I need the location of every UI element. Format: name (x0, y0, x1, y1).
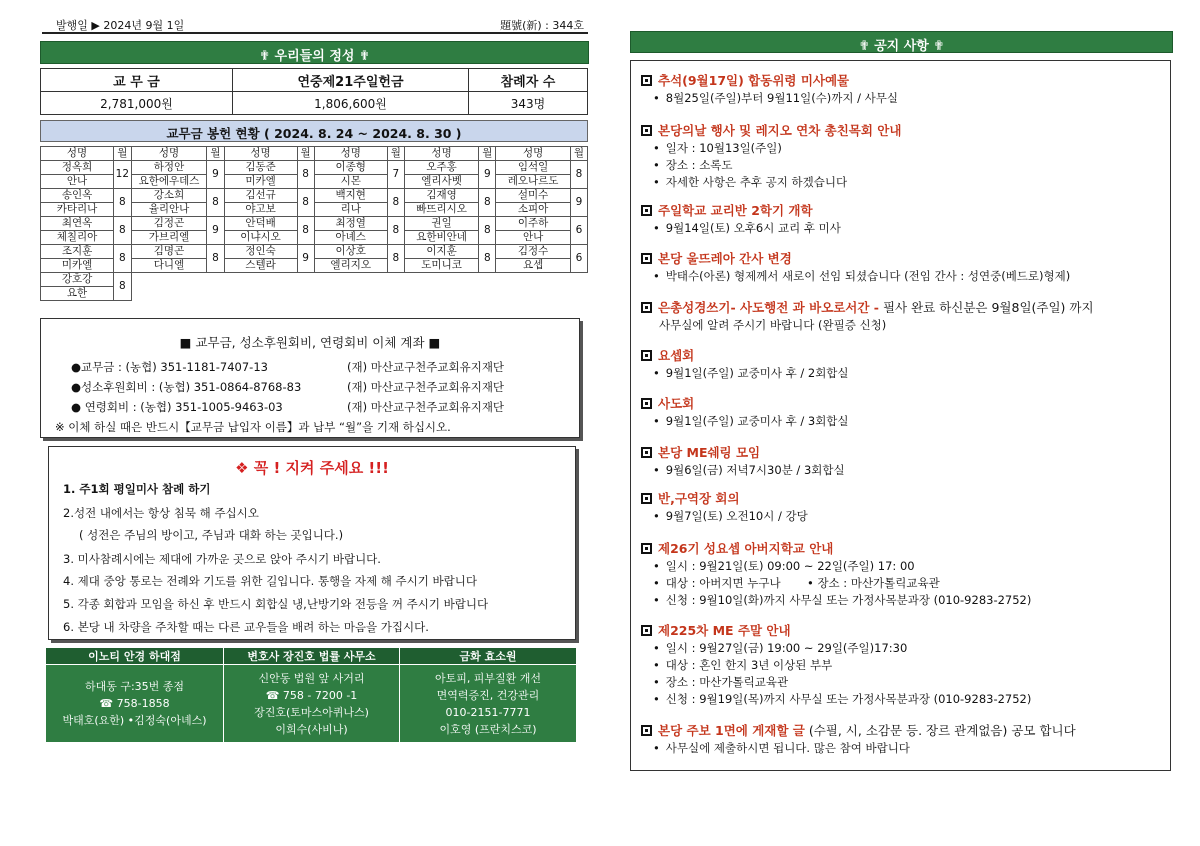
donor-name: 정인숙 (224, 245, 297, 259)
notice-title-text: 본당 ME쉐링 모임 (658, 445, 761, 460)
donor-name: 김선규 (224, 189, 297, 203)
donor-months: 8 (479, 217, 496, 245)
notice-detail-line: • 신청 : 9월19일(목)까지 사무실 또는 가정사목분과장 (010-9283-2752) (653, 691, 1031, 707)
donor-empty (570, 273, 587, 301)
notice-title (641, 539, 833, 557)
ad-name: 변호사 장진호 법률 사무소 (224, 648, 400, 665)
donor-empty (131, 273, 207, 287)
ad-line: 박태호(요한) •김정숙(아녜스) (62, 714, 207, 727)
table-row (41, 273, 588, 287)
donor-empty (131, 287, 207, 301)
table-row (41, 189, 588, 203)
offerings-value-sunday: 1,806,600원 (233, 92, 469, 115)
offerings-header-sunday: 연중제21주일헌금 (233, 69, 469, 92)
donor-months: 8 (114, 217, 132, 245)
donor-empty (297, 273, 314, 301)
ad-name: 금화 효소원 (400, 648, 577, 665)
notice-detail-line: • 9월1일(주일) 교중미사 후 / 3회합실 (653, 413, 849, 429)
notice-title-text: 추석(9월17일) 합동위령 미사예물 (658, 73, 850, 88)
donor-months: 12 (114, 161, 132, 189)
donors-table (40, 146, 588, 301)
rule-line: 4. 제대 중앙 통로는 전례와 기도를 위한 길입니다. 통행을 자제 해 주시기 바랍니다 (63, 574, 477, 588)
donor-empty (496, 287, 570, 301)
donor-months: 9 (479, 161, 496, 189)
notice-title-text: 본당의날 행사 및 레지오 연차 총친목회 안내 (658, 123, 902, 138)
checkbox-square-icon (641, 493, 652, 504)
donor-baptismal-name: 요셉 (496, 259, 570, 273)
checkbox-square-icon (641, 253, 652, 264)
donor-name: 송인옥 (41, 189, 114, 203)
notice-title (641, 489, 740, 507)
notice-detail-line: • 사무실에 제출하시면 됩니다. 많은 참여 바랍니다 (653, 740, 910, 756)
notices-title-bar: ✟ 공지 사항 ✟ (630, 31, 1173, 53)
account-note: ※ 이체 하실 때은 반드시【교무금 납입자 이름】과 납부 “월”을 기재 하십시오. (55, 420, 451, 434)
ads-table (45, 647, 577, 743)
donor-header-name: 성명 (131, 147, 207, 161)
notice-detail-line: • 8월25일(주일)부터 9월11일(수)까지 / 사무실 (653, 90, 898, 106)
donor-baptismal-name: 안나 (41, 175, 114, 189)
donor-baptismal-name: 체칠리아 (41, 231, 114, 245)
notice-title (641, 621, 791, 639)
account-box-title: ■ 교무금, 성소후원회비, 연령회비 이체 계좌 ■ (179, 335, 441, 350)
checkbox-square-icon (641, 205, 652, 216)
ad-line: ☎ 758 - 7200 -1 (265, 688, 358, 702)
donor-months: 9 (207, 161, 224, 189)
notice-title-text: 사도회 (658, 396, 695, 411)
donor-header-month: 월 (479, 147, 496, 161)
donor-baptismal-name: 요한비안네 (404, 231, 478, 245)
ad-enzyme (400, 665, 577, 743)
donor-name: 오주홍 (404, 161, 478, 175)
donor-baptismal-name: 야고보 (224, 203, 297, 217)
issue-date: 발행일 ▶ 2024년 9월 1일 (56, 19, 185, 32)
ad-line: 010-2151-7771 (445, 705, 531, 719)
table-row (41, 217, 588, 231)
table-row (41, 245, 588, 259)
donor-empty (479, 273, 496, 301)
account-funeral-holder: (재) 마산교구천주교회유지재단 (347, 400, 505, 414)
donor-empty (314, 273, 387, 287)
donor-baptismal-name: 카타리나 (41, 203, 114, 217)
donor-baptismal-name: 가브리엘 (131, 231, 207, 245)
notices-panel (630, 60, 1171, 771)
notice-title (641, 298, 1094, 316)
donor-baptismal-name: 요한 (41, 287, 114, 301)
donor-name: 최정열 (314, 217, 387, 231)
issue-number: 題號(新) : 344호 (500, 19, 584, 32)
ad-name: 이노티 안경 하대점 (46, 648, 224, 665)
rules-box (48, 446, 576, 640)
notice-detail-line: • 9월1일(주일) 교중미사 후 / 2회합실 (653, 365, 849, 381)
donor-name: 임석일 (496, 161, 570, 175)
notice-detail-line: • 9월14일(토) 오후6시 교리 후 미사 (653, 220, 841, 236)
donor-baptismal-name: 미카엘 (41, 259, 114, 273)
donor-name: 이상호 (314, 245, 387, 259)
ad-line: 하대동 구:35번 종점 (84, 680, 185, 693)
donor-baptismal-name: 미카엘 (224, 175, 297, 189)
notice-detail-line: • 대상 : 혼인 한지 3년 이상된 부부 (653, 657, 832, 673)
donor-months: 8 (207, 245, 224, 273)
donor-header-month: 월 (387, 147, 404, 161)
donor-months: 8 (387, 189, 404, 217)
notice-title-text: 제26기 성요셉 아버지학교 안내 (658, 541, 834, 556)
donor-months: 8 (114, 273, 132, 301)
donor-months: 6 (570, 245, 587, 273)
notice-detail-line: • 박태수(아론) 형제께서 새로이 선임 되셨습니다 (전임 간사 : 성연중(베드로)형제) (653, 268, 1070, 284)
notice-detail-line: • 9월6일(금) 저녁7시30분 / 3회합실 (653, 462, 845, 478)
donor-months: 8 (207, 189, 224, 217)
donor-baptismal-name: 리나 (314, 203, 387, 217)
rule-line: 6. 본당 내 차량을 주차할 때는 다른 교우들을 배려 하는 마음을 가집시다. (63, 620, 429, 634)
donor-empty (387, 273, 404, 301)
ad-law-office (224, 665, 400, 743)
notice-title (641, 201, 813, 219)
notice-title (641, 443, 760, 461)
donor-months: 8 (479, 245, 496, 273)
notice-title-text: 본당 주보 1면에 게재할 글 (658, 723, 805, 738)
notice-detail-line: • 장소 : 마산가톨릭교육관 (653, 674, 788, 690)
donor-name: 이주하 (496, 217, 570, 231)
checkbox-square-icon (641, 75, 652, 86)
donor-baptismal-name: 아녜스 (314, 231, 387, 245)
donor-months: 8 (114, 245, 132, 273)
donor-header-month: 월 (114, 147, 132, 161)
offerings-summary-table (40, 68, 588, 115)
donor-months: 9 (297, 245, 314, 273)
ad-line: 장진호(토마스아퀴나스) (254, 705, 369, 719)
donor-empty (404, 287, 478, 301)
donor-baptismal-name: 레오나르도 (496, 175, 570, 189)
donor-empty (404, 273, 478, 287)
donor-baptismal-name: 시몬 (314, 175, 387, 189)
notice-detail-line: • 일자 : 10월13일(주일) (653, 140, 782, 156)
rule-line: 2.성전 내에서는 항상 침묵 해 주십시오 (63, 506, 259, 520)
notice-title-text: 반,구역장 회의 (658, 491, 740, 506)
donor-name: 김명곤 (131, 245, 207, 259)
ad-line: 신안동 법원 앞 사거리 (258, 671, 365, 685)
notice-detail-line: 사무실에 알려 주시기 바랍니다 (완필증 신청) (659, 318, 887, 332)
donor-months: 8 (297, 161, 314, 189)
donor-baptismal-name: 안나 (496, 231, 570, 245)
donor-months: 8 (297, 217, 314, 245)
account-gyomugeum-holder: (재) 마산교구천주교회유지재단 (347, 360, 505, 374)
donor-baptismal-name: 엘리지오 (314, 259, 387, 273)
donor-name: 하정안 (131, 161, 207, 175)
notice-title (641, 121, 901, 139)
donor-name: 김동준 (224, 161, 297, 175)
rules-warning-title: ❖ 꼭 ! 지켜 주세요 !!! (235, 459, 389, 477)
donor-name: 권일 (404, 217, 478, 231)
notice-title-text: 본당 울뜨레아 간사 변경 (658, 251, 792, 266)
donor-empty (496, 273, 570, 287)
donor-name: 김정곤 (131, 217, 207, 231)
checkbox-square-icon (641, 447, 652, 458)
notice-title-text: 은총성경쓰기- 사도행전 과 바오로서간 - (658, 300, 879, 315)
donor-baptismal-name: 율리안나 (131, 203, 207, 217)
donor-months: 8 (479, 189, 496, 217)
checkbox-square-icon (641, 725, 652, 736)
notice-title (641, 721, 1076, 739)
notice-title (641, 249, 792, 267)
notice-title-text: 주일학교 교리반 2학기 개학 (658, 203, 813, 218)
donors-title-bar: 교무금 봉헌 현황 ( 2024. 8. 24 ~ 2024. 8. 30 ) (40, 120, 588, 142)
checkbox-square-icon (641, 350, 652, 361)
table-row (41, 161, 588, 175)
offerings-title-bar: ✟ 우리들의 정성 ✟ (40, 41, 589, 64)
donor-baptismal-name: 소피아 (496, 203, 570, 217)
offerings-value-gyomugeum: 2,781,000원 (41, 92, 233, 115)
donor-name: 강호강 (41, 273, 114, 287)
donor-header-name: 성명 (496, 147, 570, 161)
donor-header-name: 성명 (314, 147, 387, 161)
donor-name: 이종형 (314, 161, 387, 175)
checkbox-square-icon (641, 625, 652, 636)
donor-months: 9 (207, 217, 224, 245)
donor-empty (314, 287, 387, 301)
ad-line: 면역력증진, 건강관리 (436, 688, 540, 702)
donor-header-month: 월 (570, 147, 587, 161)
checkbox-square-icon (641, 125, 652, 136)
donor-header-month: 월 (297, 147, 314, 161)
donor-months: 6 (570, 217, 587, 245)
rule-line: 3. 미사참례시에는 제대에 가까운 곳으로 앉아 주시기 바랍니다. (63, 552, 381, 566)
donor-header-name: 성명 (224, 147, 297, 161)
account-funeral: ● 연령회비 : (농협) 351-1005-9463-03 (71, 400, 283, 414)
notice-detail-line: • 일시 : 9월21일(토) 09:00 ~ 22일(주일) 17: 00 (653, 558, 915, 574)
notice-detail-line: • 자세한 사항은 추후 공지 하겠습니다 (653, 174, 847, 190)
donor-baptismal-name: 스텔라 (224, 259, 297, 273)
account-gyomugeum: ●교무금 : (농협) 351-1181-7407-13 (71, 360, 268, 374)
donor-baptismal-name: 엘리사벳 (404, 175, 478, 189)
notice-detail-line: • 장소 : 마산가톨릭교육관 (807, 576, 940, 590)
donor-empty (207, 273, 224, 301)
issue-header-line (42, 14, 588, 34)
donor-baptismal-name: 빠뜨리시오 (404, 203, 478, 217)
account-vocation: ●성소후원회비 : (농협) 351-0864-8768-83 (71, 380, 302, 394)
donor-baptismal-name: 도미니코 (404, 259, 478, 273)
checkbox-square-icon (641, 543, 652, 554)
ad-line: ☎ 758-1858 (99, 697, 170, 710)
donor-name: 조지훈 (41, 245, 114, 259)
donor-baptismal-name: 이냐시오 (224, 231, 297, 245)
donor-months: 8 (114, 189, 132, 217)
donor-name: 김재영 (404, 189, 478, 203)
donor-months: 8 (570, 161, 587, 189)
rule-line: 5. 각종 회합과 모임을 하신 후 반드시 회합실 냉,난방기와 전등을 꺼 주시기 바랍니다 (63, 597, 489, 611)
donor-name: 백지현 (314, 189, 387, 203)
checkbox-square-icon (641, 302, 652, 313)
donor-months: 7 (387, 161, 404, 189)
donor-months: 8 (387, 217, 404, 245)
account-vocation-holder: (재) 마산교구천주교회유지재단 (347, 380, 505, 394)
donor-header-name: 성명 (41, 147, 114, 161)
offerings-value-attendance: 343명 (469, 92, 588, 115)
rule-line: 1. 주1회 평일미사 참례 하기 (63, 482, 211, 496)
notice-title-extra: 필사 완료 하신분은 9월8일(주일) 까지 (878, 300, 1094, 315)
ad-line: 아토피, 피부질환 개선 (434, 671, 542, 685)
notice-detail-line: • 대상 : 아버지면 누구나 (653, 575, 781, 591)
ad-line: 이희수(사비나) (275, 722, 348, 736)
account-transfer-box (40, 318, 580, 438)
donor-name: 정옥희 (41, 161, 114, 175)
donor-name: 설미수 (496, 189, 570, 203)
notice-detail-line: • 일시 : 9월27일(금) 19:00 ~ 29일(주일)17:30 (653, 640, 907, 656)
rule-line: ( 성전은 주님의 방이고, 주님과 대화 하는 곳입니다.) (79, 528, 344, 542)
donor-name: 김정수 (496, 245, 570, 259)
notice-title (641, 346, 694, 364)
checkbox-square-icon (641, 398, 652, 409)
donor-empty (224, 273, 297, 287)
offerings-header-attendance: 참례자 수 (469, 69, 588, 92)
ad-line: 이호영 (프란치스코) (439, 722, 537, 736)
donor-months: 8 (297, 189, 314, 217)
notice-title-text: 요셉회 (658, 348, 695, 363)
notice-title-extra: (수필, 시, 소감문 등. 장르 관계없음) 공모 합니다 (804, 723, 1076, 738)
donor-months: 9 (570, 189, 587, 217)
donor-months: 8 (387, 245, 404, 273)
donor-baptismal-name: 다니엘 (131, 259, 207, 273)
donor-name: 강소희 (131, 189, 207, 203)
donor-name: 최연옥 (41, 217, 114, 231)
notice-detail-line: • 신청 : 9월10일(화)까지 사무실 또는 가정사목분과장 (010-9283-2752) (653, 592, 1031, 608)
notice-title (641, 71, 849, 89)
donor-name: 안덕배 (224, 217, 297, 231)
notice-detail-line: • 9월7일(토) 오전10시 / 강당 (653, 508, 808, 524)
donor-empty (224, 287, 297, 301)
donor-baptismal-name: 요한에우데스 (131, 175, 207, 189)
notice-title-text: 제225차 ME 주말 안내 (658, 623, 791, 638)
donor-header-month: 월 (207, 147, 224, 161)
notice-title (641, 394, 694, 412)
ad-optical (46, 665, 224, 743)
notice-detail-line: • 장소 : 소록도 (653, 157, 733, 173)
donor-header-name: 성명 (404, 147, 478, 161)
offerings-header-gyomugeum: 교 무 금 (41, 69, 233, 92)
donor-name: 이지훈 (404, 245, 478, 259)
